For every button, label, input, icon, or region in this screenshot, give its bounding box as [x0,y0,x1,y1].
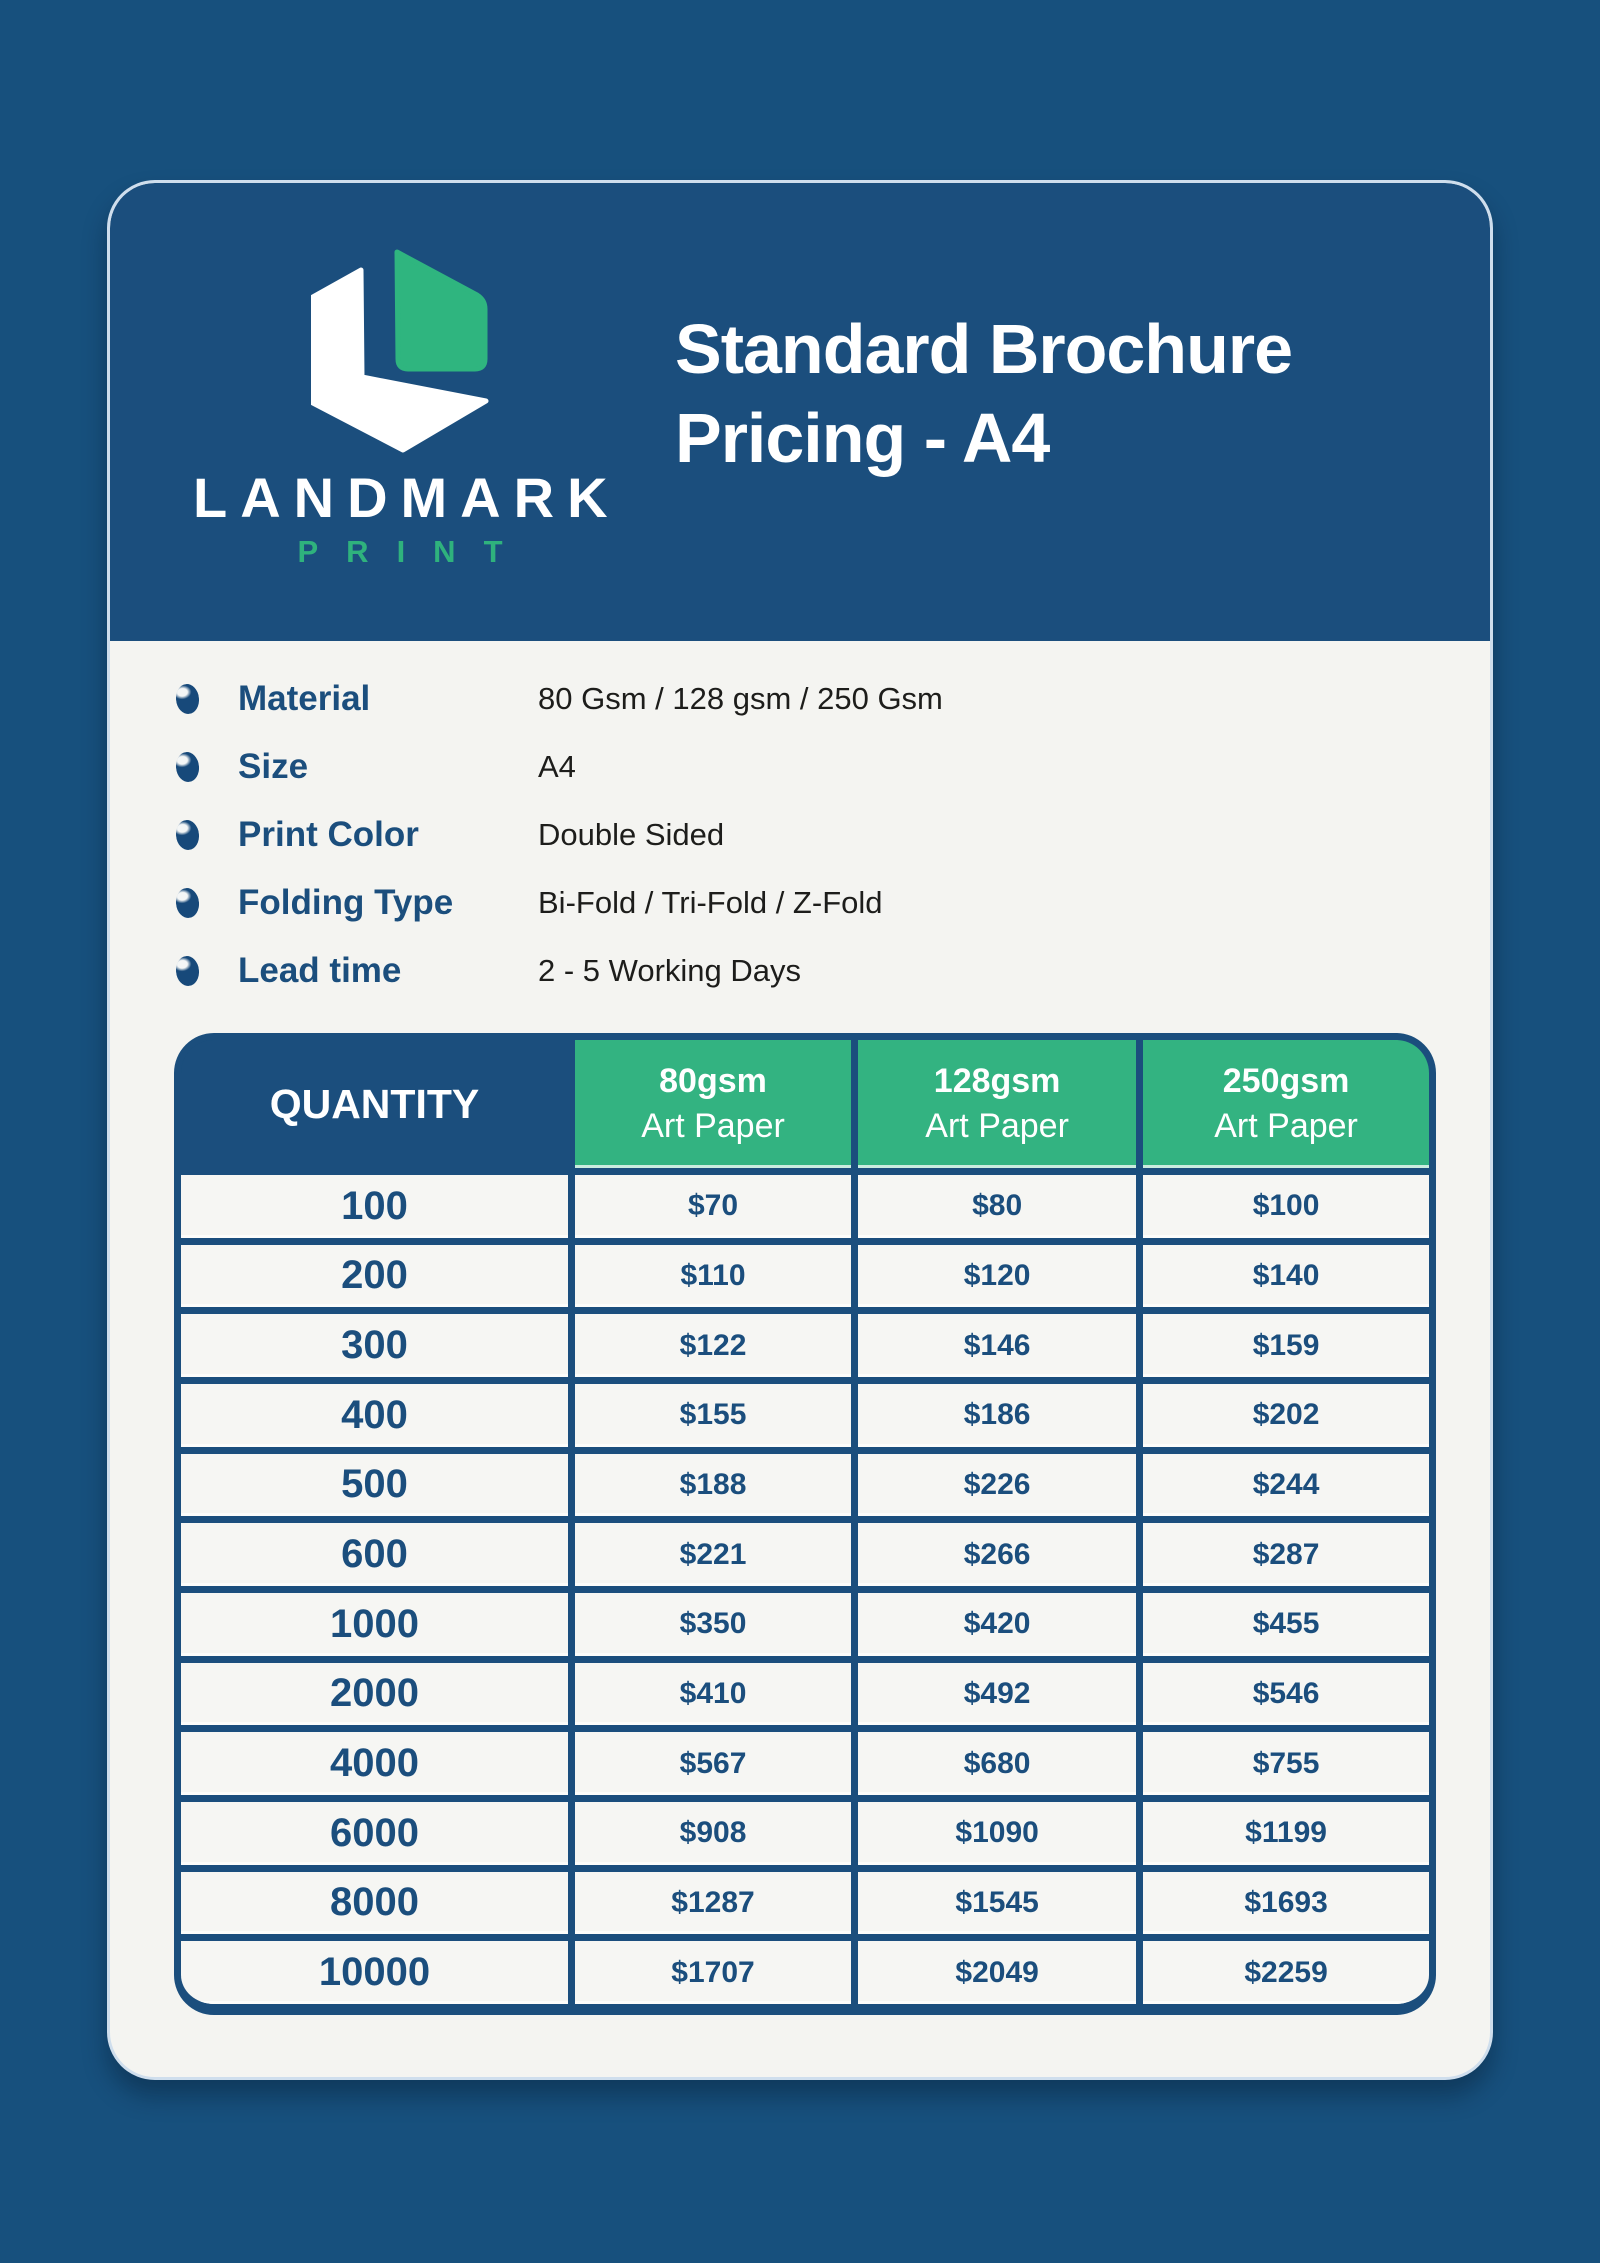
quantity-cell: 100 [181,1175,568,1238]
spec-row-folding-type [176,869,1490,937]
paper-material: Art Paper [641,1107,785,1145]
price-cell: $159 [1143,1314,1429,1377]
price-cell: $287 [1143,1523,1429,1586]
quantity-cell: 500 [181,1454,568,1517]
brand-name: LANDMARK [193,466,621,529]
paper-material: Art Paper [925,1107,1069,1145]
price-cell: $546 [1143,1663,1429,1726]
paper-header-cell-250gsm [1143,1040,1429,1168]
page-title [675,305,1292,483]
bullet-icon [174,887,200,919]
price-cell: $410 [575,1663,851,1726]
price-cell: $908 [575,1802,851,1865]
price-cell: $244 [1143,1454,1429,1517]
spec-row-size [176,733,1490,801]
paper-weight: 80gsm [659,1062,767,1101]
paper-header-cell-128gsm [858,1040,1136,1168]
price-cell: $266 [858,1523,1136,1586]
price-cell: $226 [858,1454,1136,1517]
quantity-cell: 1000 [181,1593,568,1656]
spec-label: Folding Type [238,883,454,922]
spec-row-print-color [176,801,1490,869]
spec-list [110,641,1490,1005]
bullet-icon [174,819,200,851]
paper-header-cell-80gsm [575,1040,851,1168]
quantity-cell: 300 [181,1314,568,1377]
price-cell: $140 [1143,1245,1429,1308]
price-cell: $2049 [858,1941,1136,2004]
brand-tagline: PRINT [297,534,531,569]
spec-value: 2 - 5 Working Days [538,953,802,988]
spec-label: Material [238,679,371,718]
quantity-cell: 10000 [181,1941,568,2004]
spec-value: 80 Gsm / 128 gsm / 250 Gsm [538,681,943,716]
price-cell: $80 [858,1175,1136,1238]
quantity-cell: 600 [181,1523,568,1586]
logo-l-mark-icon [311,249,489,454]
price-cell: $221 [575,1523,851,1586]
price-cell: $186 [858,1384,1136,1447]
price-cell: $70 [575,1175,851,1238]
pricing-table [174,1033,1436,2015]
spec-row-material [176,665,1490,733]
spec-row-lead-time [176,937,1490,1005]
price-cell: $155 [575,1384,851,1447]
paper-material: Art Paper [1214,1107,1358,1145]
card-header [110,183,1490,641]
landmark-logo [180,249,620,567]
quantity-cell: 6000 [181,1802,568,1865]
quantity-cell: 400 [181,1384,568,1447]
paper-weight: 128gsm [933,1062,1061,1101]
paper-weight: 250gsm [1222,1062,1350,1101]
price-cell: $122 [575,1314,851,1377]
price-cell: $120 [858,1245,1136,1308]
price-cell: $2259 [1143,1941,1429,2004]
page-title-line2: Pricing - A4 [675,398,1050,477]
spec-value: Double Sided [538,817,725,852]
pricing-card [107,180,1493,2080]
price-cell: $420 [858,1593,1136,1656]
quantity-cell: 4000 [181,1732,568,1795]
bullet-icon [174,683,200,715]
price-cell: $1707 [575,1941,851,2004]
page-title-line1: Standard Brochure [675,310,1292,388]
price-cell: $1090 [858,1802,1136,1865]
spec-value: Bi-Fold / Tri-Fold / Z-Fold [538,885,883,920]
price-cell: $1545 [858,1872,1136,1935]
spec-label: Lead time [238,951,402,990]
spec-label: Print Color [238,815,419,854]
spec-value: A4 [538,749,576,784]
quantity-cell: 200 [181,1245,568,1308]
quantity-cell: 8000 [181,1872,568,1935]
bullet-icon [174,751,200,783]
price-cell: $455 [1143,1593,1429,1656]
price-cell: $110 [575,1245,851,1308]
price-cell: $350 [575,1593,851,1656]
price-cell: $1693 [1143,1872,1429,1935]
quantity-header-cell: QUANTITY [181,1040,568,1168]
price-cell: $1199 [1143,1802,1429,1865]
spec-label: Size [238,747,309,786]
price-cell: $1287 [575,1872,851,1935]
price-cell: $146 [858,1314,1136,1377]
price-cell: $567 [575,1732,851,1795]
bullet-icon [174,955,200,987]
quantity-cell: 2000 [181,1663,568,1726]
price-cell: $202 [1143,1384,1429,1447]
price-cell: $755 [1143,1732,1429,1795]
price-cell: $188 [575,1454,851,1517]
price-cell: $492 [858,1663,1136,1726]
price-cell: $680 [858,1732,1136,1795]
price-cell: $100 [1143,1175,1429,1238]
